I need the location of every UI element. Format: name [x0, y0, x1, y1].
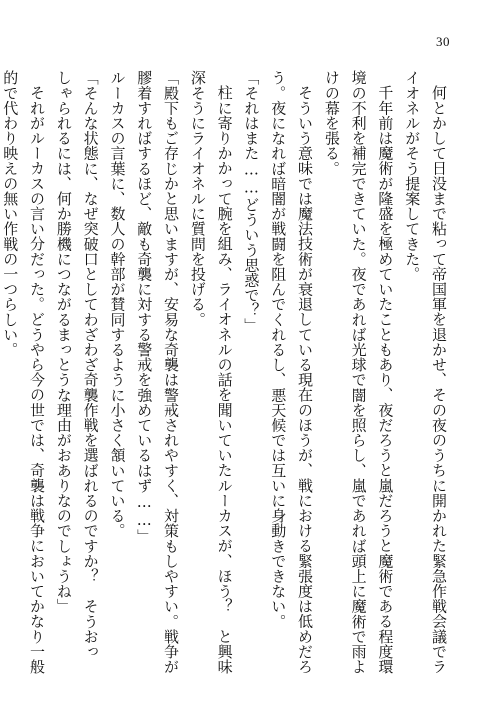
text-line: 境の不利を補完できていた。夜であれば光球で闇を照らし、嵐であれば頭上に魔術で雨よ: [349, 70, 368, 674]
text-line: それがルーカスの言い分だった。どうやら今の世では、奇襲は戦争においてかなり一般: [28, 85, 47, 674]
text-line: う。夜になれば暗闇が戦闘を阻んでくれるし、悪天候では互いに身動きできない。: [269, 70, 288, 629]
text-line: 的で代わり映えの無い作戦の一つらしい。: [1, 70, 20, 357]
text-line: 「そんな状態に、なぜ突破口としてわざわざ奇襲作戦を選ばれるのですか？ そうおっ: [81, 70, 100, 659]
text-line: そういう意味では魔法技術が衰退している現在のほうが、戦における緊張度は低めだろ: [296, 85, 315, 674]
text-line: けの幕を張る。: [322, 70, 341, 176]
text-line: 何とかして日没まで粘って帝国軍を退かせ、その夜のうちに開かれた緊急作戦会議でラ: [430, 85, 448, 674]
text-line: 柱に寄りかかって腕を組み、ライオネルの話を聞いていたルーカスが、ほう？ と興味: [215, 85, 234, 674]
text-line: イオネルがそう提案してきた。: [403, 70, 422, 282]
page-number: 30: [436, 34, 450, 49]
text-line: 「殿下もご存じかと思いますが、安易な奇襲は警戒されやすく、対策もしやすい。戦争が: [162, 70, 181, 674]
text-line: 深そうにライオネルに質問を投げる。: [188, 70, 207, 327]
text-line: しゃられるには、何か勝機につながるまっとうな理由がおありなのでしょうね」: [54, 70, 73, 614]
text-line: 膠着すればするほど、敵も奇襲に対する警戒を強めているはず……」: [135, 70, 154, 545]
text-line: 「それはまた……どういう思惑で？」: [242, 70, 261, 333]
text-line: 千年前は魔術が隆盛を極めていたこともあり、夜だろうと嵐だろうと魔術である程度環: [376, 85, 395, 674]
body-text: [1, 70, 452, 676]
text-line: ルーカスの言葉に、数人の幹部が賛同するように小さく頷いている。: [108, 70, 127, 539]
